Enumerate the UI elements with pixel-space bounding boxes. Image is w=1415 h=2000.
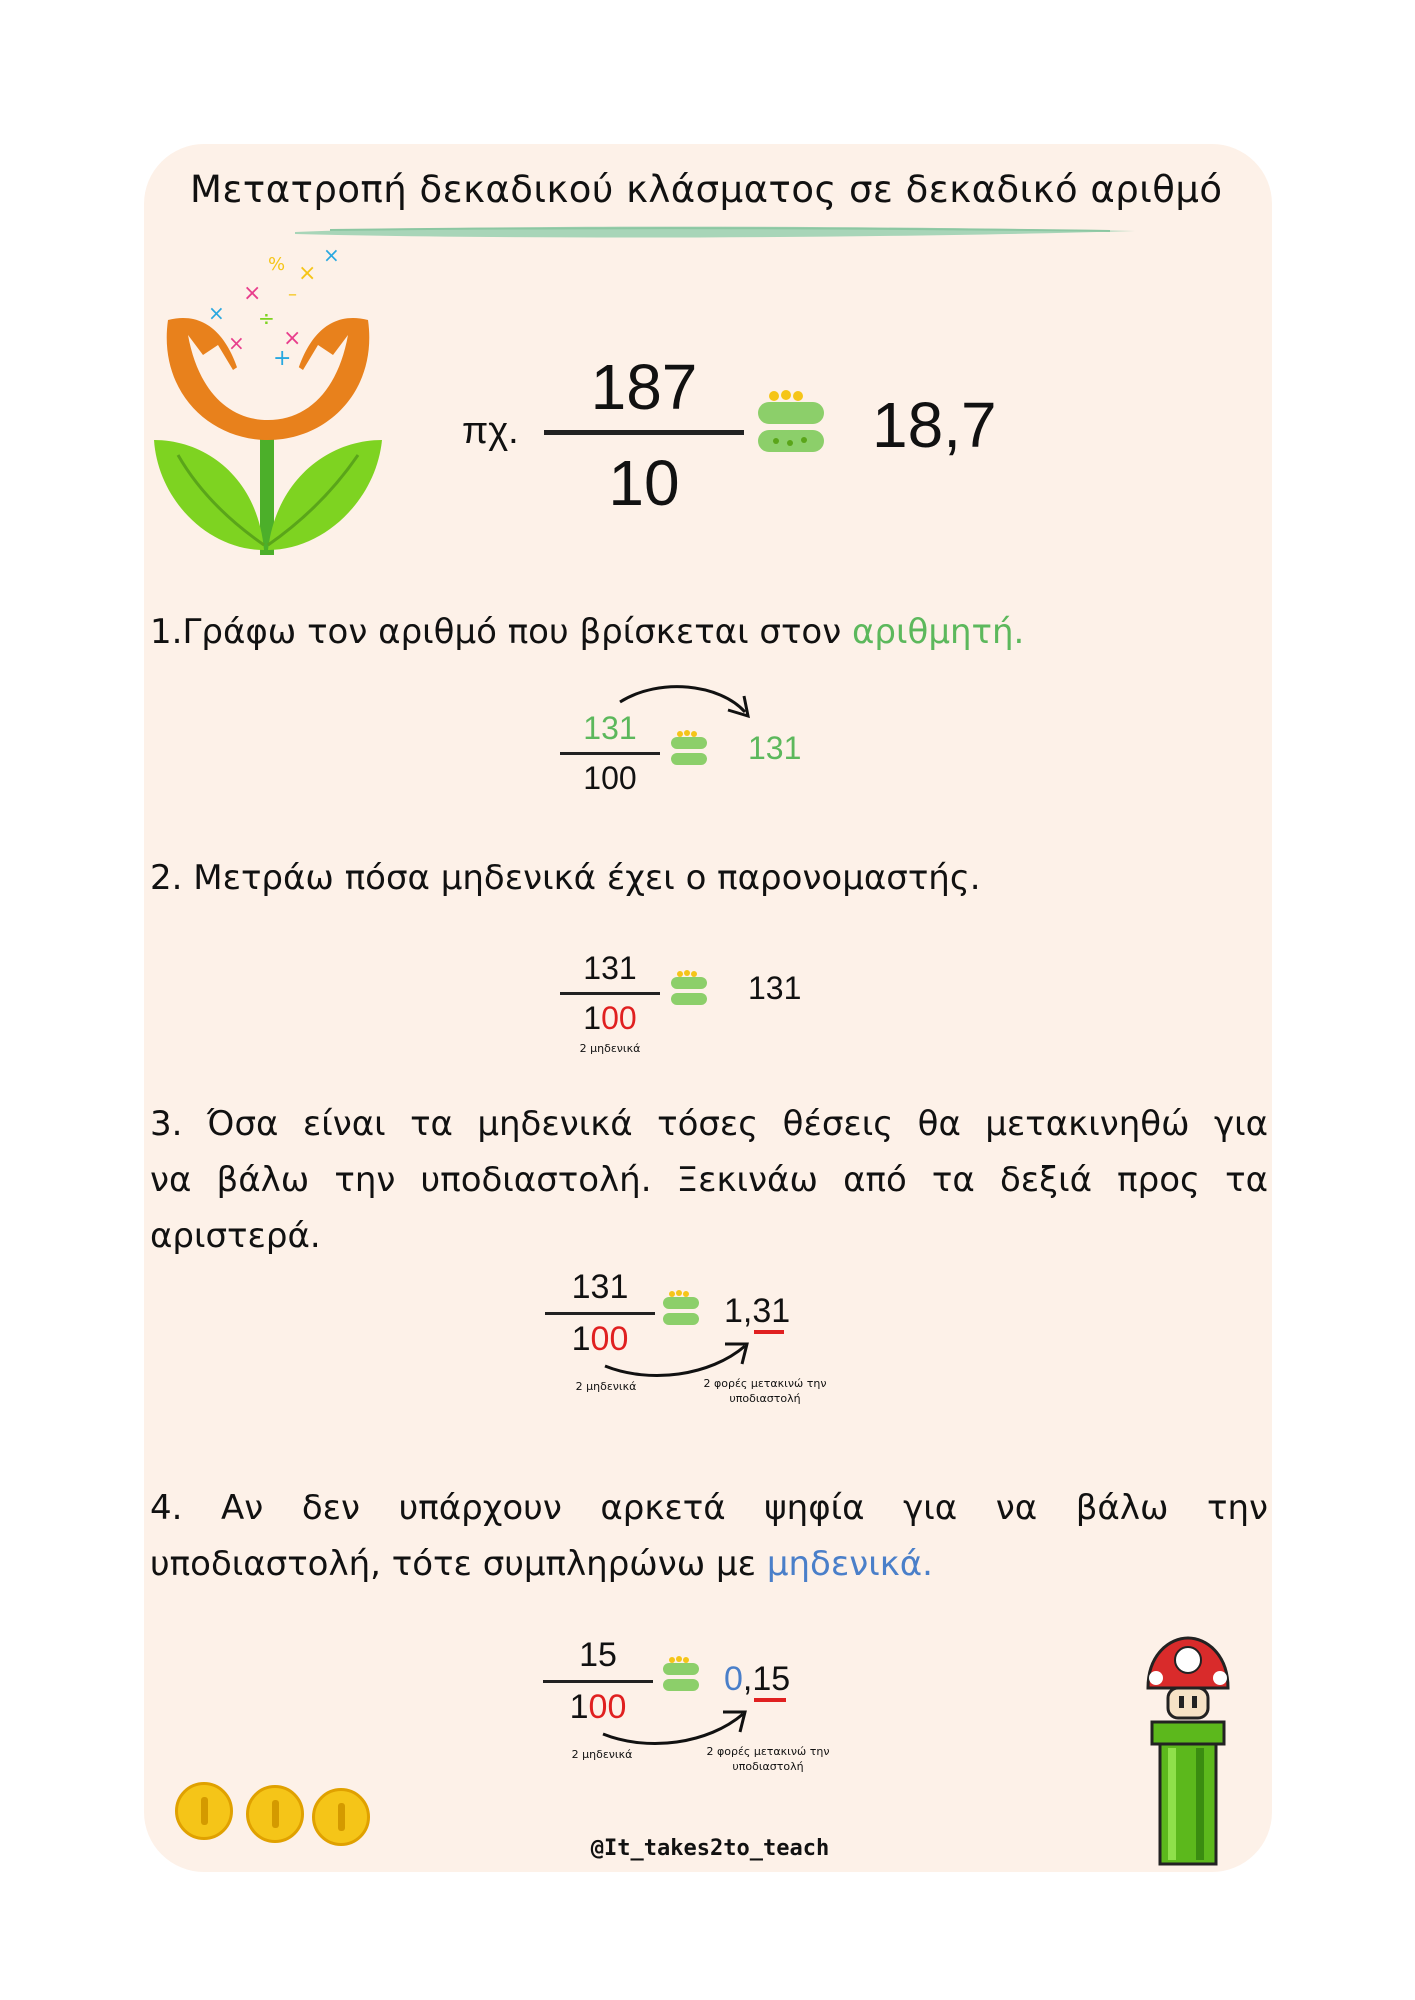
example-result: 18,7	[872, 389, 997, 461]
step2-numerator: 131	[583, 950, 637, 986]
step4-line2: υποδιαστολή, τότε συμπληρώνω με μηδενικά.	[150, 1544, 933, 1584]
fraction-bar	[560, 992, 660, 995]
author-handle: @It_takes2to_teach	[590, 1836, 830, 1861]
equals-icon	[662, 1656, 702, 1694]
step4-result: 0,15	[724, 1660, 791, 1698]
equals-icon	[670, 970, 710, 1008]
pipe-icon	[1150, 1720, 1230, 1868]
page-title: Μετατροπή δεκαδικού κλάσματος σε δεκαδικό αριθμό	[190, 168, 1223, 211]
step3-line2: να βάλω την υποδιαστολή. Ξεκινάω από τα δεξιά προς τα	[150, 1160, 1268, 1200]
example-numerator: 187	[590, 351, 698, 423]
fraction-bar	[544, 430, 744, 435]
equals-icon	[670, 730, 710, 768]
svg-text:–: –	[288, 284, 297, 305]
step4-denominator: 100	[569, 1688, 627, 1726]
svg-text:×: ×	[243, 281, 262, 306]
step3-text	[150, 1096, 1268, 1264]
step3-numerator: 131	[571, 1268, 629, 1306]
equals-icon	[756, 390, 828, 458]
step2-text: 2. Μετράω πόσα μηδενικά έχει ο παρονομαστής.	[150, 858, 981, 898]
denominator-zeros: 00	[588, 1688, 627, 1726]
fraction-bar	[543, 1680, 653, 1683]
zeros-note: 2 μηδενικά	[579, 1042, 641, 1055]
step4-text	[150, 1480, 1268, 1592]
svg-text:÷: ÷	[258, 306, 275, 330]
step3-result: 1,31	[724, 1292, 791, 1330]
step1-text-main: 1.Γράφω τον αριθμό που βρίσκεται στον	[150, 612, 853, 652]
coin-icon	[175, 1782, 233, 1840]
step2-denominator: 100	[583, 1000, 637, 1036]
step1-denominator: 100	[583, 760, 637, 796]
result-decimals: 31	[752, 1292, 791, 1330]
step4-line1: 4. Αν δεν υπάρχουν αρκετά ψηφία για να βάλω την	[150, 1488, 1268, 1528]
step4-numerator: 15	[579, 1636, 617, 1674]
step3-line3: αριστερά.	[150, 1216, 321, 1256]
step2-result: 131	[748, 970, 802, 1006]
move-note: 2 φορές μετακινώ την υποδιαστολή	[703, 1377, 827, 1405]
coin-icon	[246, 1785, 304, 1843]
svg-text:×: ×	[283, 326, 302, 351]
svg-text:×: ×	[298, 261, 317, 286]
svg-text:×: ×	[208, 301, 225, 325]
step3-line1: 3. Όσα είναι τα μηδενικά τόσες θέσεις θα μετακινηθώ για	[150, 1104, 1268, 1144]
move-note: 2 φορές μετακινώ την υποδιαστολή	[706, 1745, 830, 1773]
svg-text:%: %	[268, 254, 286, 275]
step3-denominator: 100	[571, 1320, 629, 1358]
step1-result: 131	[748, 730, 802, 766]
svg-text:+: +	[273, 346, 292, 371]
brush-stroke	[290, 222, 1140, 242]
denominator-zeros: 00	[590, 1320, 629, 1358]
svg-text:×: ×	[228, 331, 245, 355]
result-decimals: 15	[752, 1660, 791, 1698]
decimal-underline	[754, 1330, 784, 1334]
svg-text:×: ×	[323, 243, 340, 267]
step1-numerator: 131	[583, 710, 637, 746]
step1-text	[150, 604, 1268, 660]
zeros-note: 2 μηδενικά	[575, 1380, 637, 1393]
zeros-note: 2 μηδενικά	[571, 1748, 633, 1761]
equals-icon	[662, 1290, 702, 1328]
fraction-bar	[545, 1312, 655, 1315]
coin-icon	[312, 1788, 370, 1846]
decimal-underline	[754, 1698, 786, 1702]
denominator-zeros: 00	[601, 1000, 637, 1036]
step1-highlight: αριθμητή.	[852, 612, 1025, 652]
flower-illustration	[148, 240, 388, 560]
fraction-bar	[560, 752, 660, 755]
example-denominator: 10	[608, 447, 680, 519]
example-prefix: πχ.	[462, 410, 519, 452]
step4-highlight: μηδενικά.	[766, 1544, 933, 1584]
